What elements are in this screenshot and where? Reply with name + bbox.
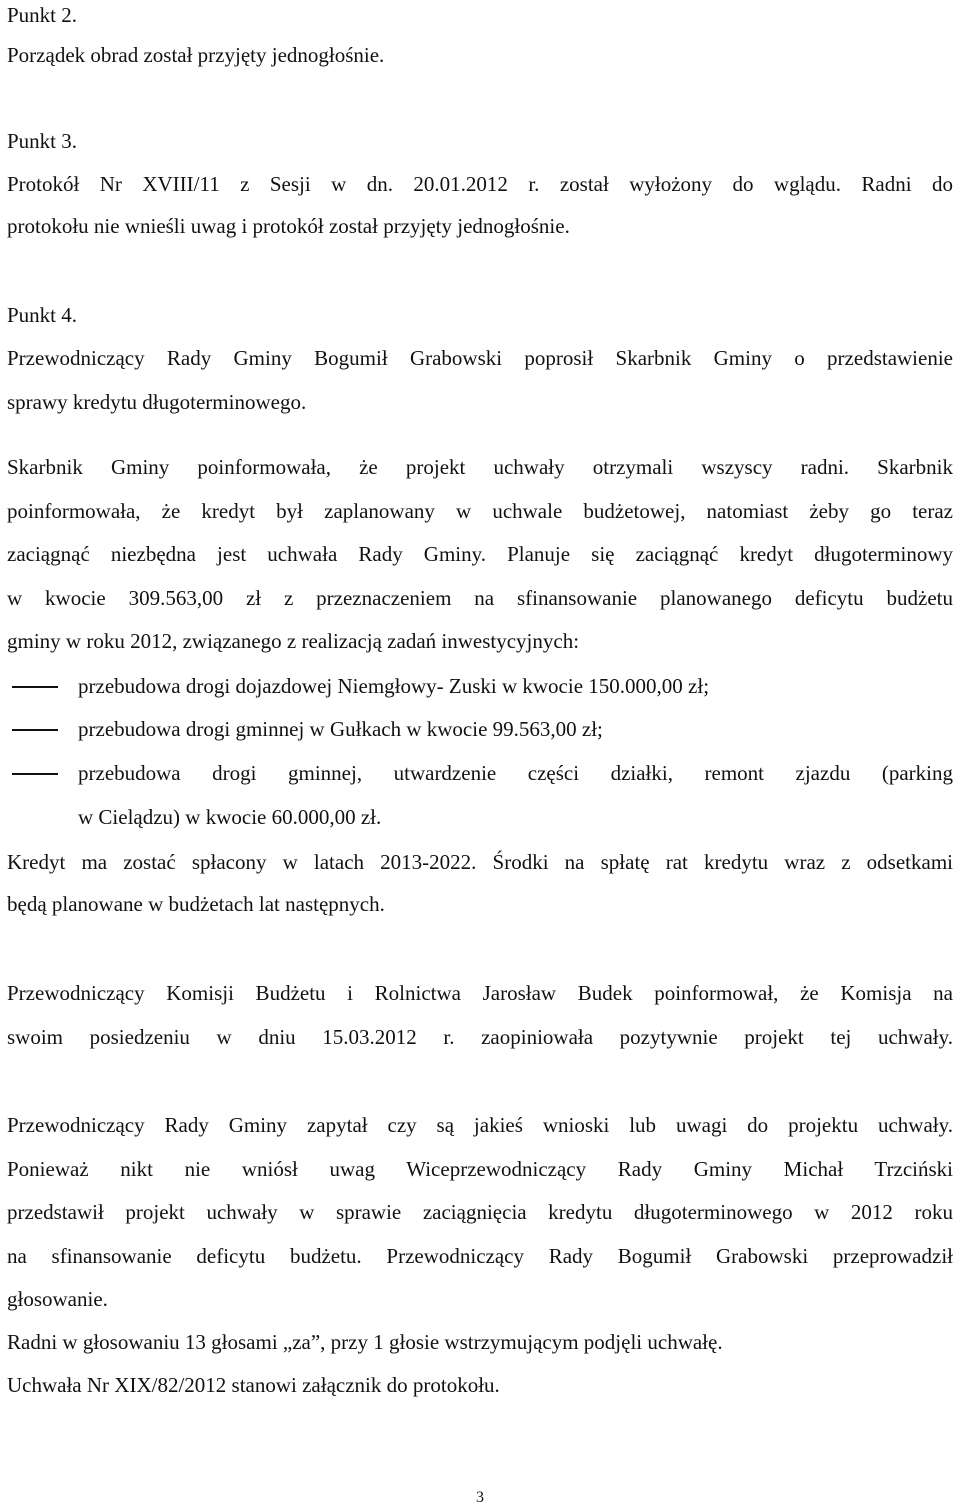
section-heading-punkt-2: Punkt 2. [7, 3, 78, 27]
paragraph-line: Przewodniczący Komisji Budżetu i Rolnictwa Jarosław Budek poinformował, że Komisja na [7, 981, 953, 1005]
paragraph-line: sprawy kredytu długoterminowego. [7, 390, 307, 414]
list-dash-marker [12, 686, 58, 688]
list-dash-marker [12, 729, 58, 731]
paragraph-line: swoim posiedzeniu w dniu 15.03.2012 r. zaopiniowała pozytywnie projekt tej uchwały. [7, 1025, 953, 1049]
paragraph-line: gminy w roku 2012, związanego z realizacją zadań inwestycyjnych: [7, 629, 580, 653]
paragraph-line: zaciągnąć niezbędna jest uchwała Rady Gminy. Planuje się zaciągnąć kredyt długoterminowy [7, 542, 953, 566]
paragraph-line: w kwocie 309.563,00 zł z przeznaczeniem na sfinansowanie planowanego deficytu budżetu [7, 586, 953, 610]
paragraph-line: Skarbnik Gminy poinformowała, że projekt uchwały otrzymali wszyscy radni. Skarbnik [7, 455, 953, 479]
attachment-note-line: Uchwała Nr XIX/82/2012 stanowi załącznik do protokołu. [7, 1373, 500, 1397]
paragraph-line: Przewodniczący Rady Gminy zapytał czy są jakieś wnioski lub uwagi do projektu uchwały. [7, 1113, 953, 1137]
section-heading-punkt-4: Punkt 4. [7, 303, 78, 327]
paragraph-line: Protokół Nr XVIII/11 z Sesji w dn. 20.01.2012 r. został wyłożony do wglądu. Radni do [7, 172, 953, 196]
list-item-continuation: w Cielądzu) w kwocie 60.000,00 zł. [78, 805, 382, 829]
paragraph-line: Porządek obrad został przyjęty jednogłośnie. [7, 43, 385, 67]
vote-result-line: Radni w głosowaniu 13 głosami „za”, przy 1 głosie wstrzymującym podjęli uchwałę. [7, 1330, 723, 1354]
list-dash-marker [12, 773, 58, 775]
paragraph-line: będą planowane w budżetach lat następnych. [7, 892, 385, 916]
list-item: przebudowa drogi gminnej, utwardzenie części działki, remont zjazdu (parking [78, 761, 953, 785]
paragraph-line: na sfinansowanie deficytu budżetu. Przewodniczący Rady Bogumił Grabowski przeprowadził [7, 1244, 953, 1268]
page-number: 3 [476, 1489, 484, 1506]
paragraph-line: Kredyt ma zostać spłacony w latach 2013-2022. Środki na spłatę rat kredytu wraz z odsetkami [7, 850, 953, 874]
paragraph-line: poinformowała, że kredyt był zaplanowany w uchwale budżetowej, natomiast żeby go teraz [7, 499, 953, 523]
list-item: przebudowa drogi dojazdowej Niemgłowy- Zuski w kwocie 150.000,00 zł; [78, 674, 710, 698]
list-item: przebudowa drogi gminnej w Gułkach w kwocie 99.563,00 zł; [78, 717, 603, 741]
paragraph-line: przedstawił projekt uchwały w sprawie zaciągnięcia kredytu długoterminowego w 2012 roku [7, 1200, 953, 1224]
paragraph-line: protokołu nie wnieśli uwag i protokół został przyjęty jednogłośnie. [7, 214, 570, 238]
paragraph-line: Ponieważ nikt nie wniósł uwag Wiceprzewodniczący Rady Gminy Michał Trzciński [7, 1157, 953, 1181]
paragraph-line: głosowanie. [7, 1287, 108, 1311]
section-heading-punkt-3: Punkt 3. [7, 129, 78, 153]
paragraph-line: Przewodniczący Rady Gminy Bogumił Grabowski poprosił Skarbnik Gminy o przedstawienie [7, 346, 953, 370]
